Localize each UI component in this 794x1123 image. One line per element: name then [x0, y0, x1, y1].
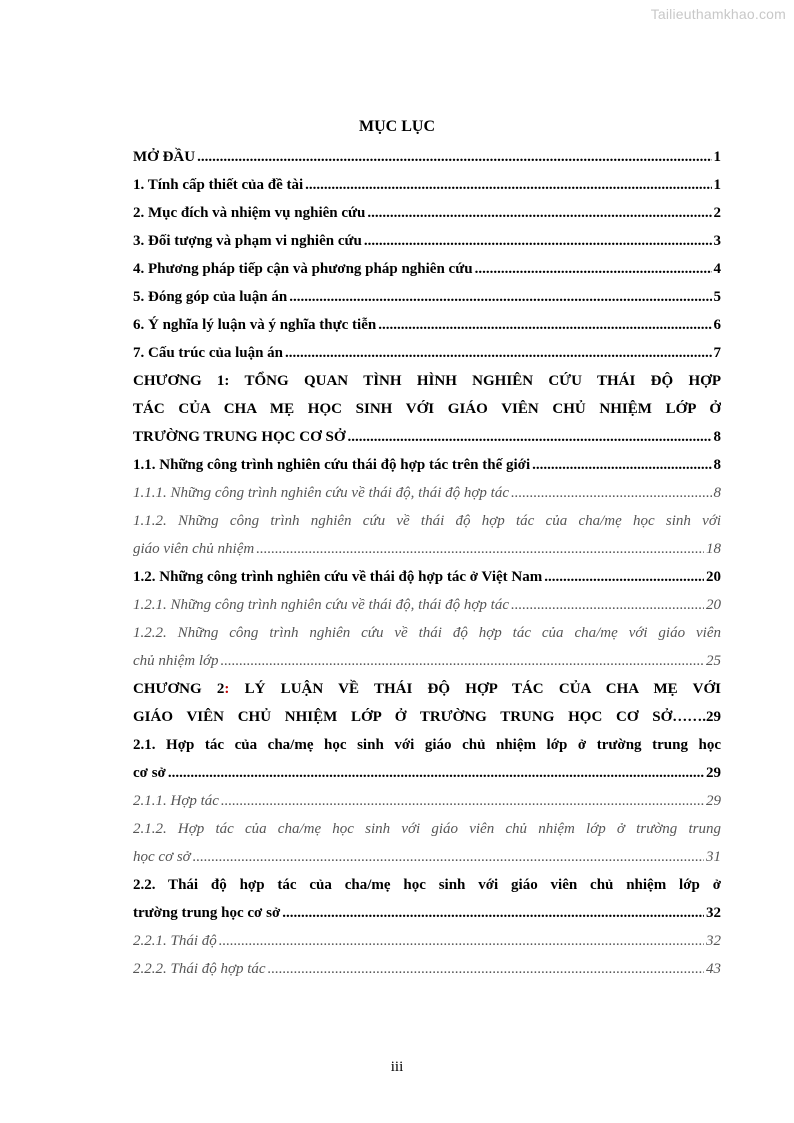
- toc-entry-line[interactable]: 1.2.2. Những công trình nghiên cứu về thái độ hợp tác của cha/mẹ với giáo viên: [133, 625, 721, 641]
- toc-entry-title: 2. Mục đích và nhiệm vụ nghiên cứu: [133, 205, 366, 221]
- dot-leader: [219, 927, 704, 955]
- toc-page-number: 1: [713, 149, 721, 165]
- dot-leader: [348, 423, 712, 451]
- toc-page-number: 31: [706, 849, 721, 865]
- page-number-footer: iii: [390, 1059, 404, 1075]
- toc-entry-title: 2.1.1. Hợp tác: [133, 793, 219, 809]
- toc-page-number: 4: [713, 261, 721, 277]
- page-title: MỤC LỤC: [359, 118, 435, 135]
- dot-leader: [289, 283, 711, 311]
- toc-chapter-line[interactable]: [133, 675, 721, 703]
- toc-entry-line[interactable]: 2.2. Thái độ hợp tác của cha/mẹ học sinh với giáo viên chủ nhiệm lớp ở: [133, 877, 721, 893]
- toc-entry[interactable]: [133, 171, 721, 199]
- toc-entry-title: cơ sở: [133, 765, 166, 781]
- toc-page-number: 6: [713, 317, 721, 333]
- toc-entry[interactable]: [133, 227, 721, 255]
- toc-entry-title: 1.1. Những công trình nghiên cứu thái độ hợp tác trên thế giới: [133, 457, 531, 473]
- toc-page-number: 8: [713, 457, 721, 473]
- toc-entry[interactable]: [133, 199, 721, 227]
- toc-page-number: 43: [706, 961, 721, 977]
- toc-page-number: 29: [706, 793, 721, 809]
- toc-page-number: 20: [706, 569, 721, 585]
- watermark: Tailieuthamkhao.com: [650, 6, 786, 22]
- toc-entry-title: 1.2.1. Những công trình nghiên cứu về thái độ, thái độ hợp tác: [133, 597, 509, 613]
- toc-entry[interactable]: [133, 787, 721, 815]
- toc-entry-title: giáo viên chủ nhiệm: [133, 541, 255, 557]
- toc-page-number: 8: [713, 429, 721, 445]
- toc-entry[interactable]: [133, 563, 721, 591]
- toc-page-number: 25: [706, 653, 721, 669]
- toc-entry-title: học cơ sở: [133, 849, 191, 865]
- toc-entry-line[interactable]: 1.1.2. Những công trình nghiên cứu về thái độ hợp tác của cha/mẹ học sinh với: [133, 513, 721, 529]
- toc-entry-title: 1. Tính cấp thiết của đề tài: [133, 177, 304, 193]
- toc-entry-title: 2.2.1. Thái độ: [133, 933, 217, 949]
- toc-entry[interactable]: [133, 927, 721, 955]
- toc-entry-title: 6. Ý nghĩa lý luận và ý nghĩa thực tiễn: [133, 317, 377, 333]
- toc-entry[interactable]: [133, 311, 721, 339]
- dot-leader: [197, 143, 711, 171]
- toc-entry[interactable]: [133, 283, 721, 311]
- toc-entry-title: 1.2. Những công trình nghiên cứu về thái độ hợp tác ở Việt Nam: [133, 569, 543, 585]
- dot-leader: [364, 227, 712, 255]
- dot-leader: [511, 479, 712, 507]
- chapter-title: LÝ LUẬN VỀ THÁI ĐỘ HỢP TÁC CỦA CHA MẸ VỚI: [229, 681, 721, 697]
- chapter-label: CHƯƠNG 2: [133, 681, 225, 697]
- toc-page-number: 29: [706, 765, 721, 781]
- table-of-contents: [133, 143, 721, 983]
- toc-page-number: 32: [706, 933, 721, 949]
- toc-page-number: 8: [713, 485, 721, 501]
- chapter-colon: :: [224, 681, 230, 697]
- dot-leader: [475, 255, 712, 283]
- dot-leader: [532, 451, 711, 479]
- toc-entry[interactable]: [133, 255, 721, 283]
- toc-page-number: 5: [713, 289, 721, 305]
- toc-page-number: 7: [713, 345, 721, 361]
- toc-entry[interactable]: [133, 843, 721, 871]
- toc-page-number: 32: [706, 905, 721, 921]
- toc-page-number: 1: [713, 177, 721, 193]
- dot-leader: [544, 563, 704, 591]
- toc-entry-title: MỞ ĐẦU: [133, 149, 196, 165]
- toc-page-number: 18: [706, 541, 721, 557]
- toc-entry-title: TRƯỜNG TRUNG HỌC CƠ SỞ: [133, 429, 346, 445]
- toc-entry-line[interactable]: 2.1.2. Hợp tác của cha/mẹ học sinh với giáo viên chủ nhiệm lớp ở trường trung: [133, 821, 721, 837]
- toc-entry[interactable]: [133, 339, 721, 367]
- toc-entry[interactable]: [133, 479, 721, 507]
- toc-entry-title: 2.2.2. Thái độ hợp tác: [133, 961, 266, 977]
- dot-leader: [268, 955, 704, 983]
- dot-leader: [221, 787, 704, 815]
- toc-chapter-line[interactable]: CHƯƠNG 1: TỔNG QUAN TÌNH HÌNH NGHIÊN CỨU THÁI ĐỘ HỢP: [133, 373, 721, 389]
- toc-chapter-line[interactable]: TÁC CỦA CHA MẸ HỌC SINH VỚI GIÁO VIÊN CHỦ NHIỆM LỚP Ở: [133, 401, 721, 417]
- toc-entry[interactable]: [133, 143, 721, 171]
- toc-page-number: 3: [713, 233, 721, 249]
- toc-entry[interactable]: [133, 591, 721, 619]
- toc-entry[interactable]: [133, 899, 721, 927]
- toc-chapter-line[interactable]: GIÁO VIÊN CHỦ NHIỆM LỚP Ở TRƯỜNG TRUNG HỌC CƠ SỞ…….29: [133, 709, 721, 725]
- toc-entry[interactable]: [133, 759, 721, 787]
- dot-leader: [378, 311, 711, 339]
- toc-entry-title: 1.1.1. Những công trình nghiên cứu về thái độ, thái độ hợp tác: [133, 485, 509, 501]
- toc-page-number: 20: [706, 597, 721, 613]
- toc-entry-line[interactable]: 2.1. Hợp tác của cha/mẹ học sinh với giáo chủ nhiệm lớp ở trường trung học: [133, 737, 721, 753]
- dot-leader: [193, 843, 704, 871]
- dot-leader: [168, 759, 704, 787]
- dot-leader: [367, 199, 711, 227]
- toc-page-number: 2: [713, 205, 721, 221]
- toc-entry-title: 3. Đối tượng và phạm vi nghiên cứu: [133, 233, 362, 249]
- toc-entry-title: 5. Đóng góp của luận án: [133, 289, 288, 305]
- toc-entry[interactable]: [133, 451, 721, 479]
- toc-entry[interactable]: [133, 535, 721, 563]
- toc-entry[interactable]: [133, 647, 721, 675]
- toc-entry[interactable]: [133, 955, 721, 983]
- toc-entry-title: 7. Cấu trúc của luận án: [133, 345, 284, 361]
- toc-entry-title: trường trung học cơ sở: [133, 905, 281, 921]
- toc-entry-title: chủ nhiệm lớp: [133, 653, 219, 669]
- dot-leader: [511, 591, 704, 619]
- dot-leader: [256, 535, 704, 563]
- dot-leader: [221, 647, 705, 675]
- dot-leader: [282, 899, 704, 927]
- toc-entry[interactable]: [133, 423, 721, 451]
- dot-leader: [285, 339, 711, 367]
- toc-entry-title: 4. Phương pháp tiếp cận và phương pháp nghiên cứu: [133, 261, 473, 277]
- dot-leader: [305, 171, 711, 199]
